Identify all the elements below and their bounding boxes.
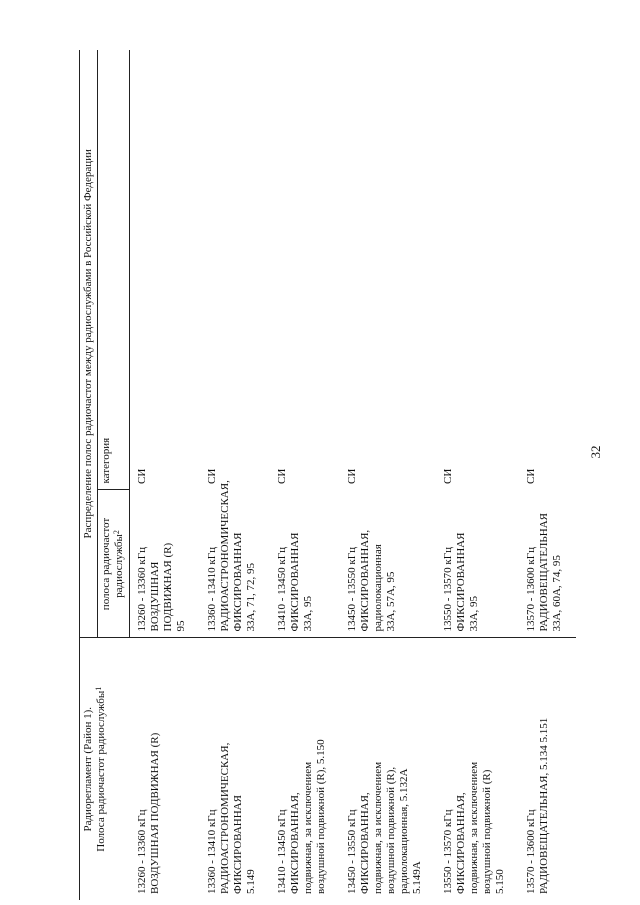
- category-value: СИ: [525, 468, 537, 484]
- cell-radio-regulations: [270, 638, 340, 900]
- cell-category: [270, 50, 340, 490]
- frequency-allocation-table-sheet: [79, 50, 619, 900]
- cell-category: [436, 50, 519, 490]
- cell-line: РАДИОАСТРОНОМИЧЕСКАЯ,: [219, 742, 231, 894]
- cell-radio-regulations: [130, 638, 201, 900]
- cell-line: 33А, 95: [302, 596, 314, 632]
- cell-radio-regulations: [519, 638, 576, 900]
- cell-line: 33А, 57А, 95: [385, 571, 397, 632]
- cell-line: подвижная, за исключением: [468, 761, 480, 894]
- cell-russian-band: [340, 490, 436, 638]
- cell-line: подвижная, за исключением: [372, 761, 384, 894]
- header-col2-footnote: 2: [112, 530, 121, 535]
- cell-line: РАДИОВЕЩАТЕЛЬНАЯ, 5.134 5.151: [538, 717, 550, 894]
- cell-line: 13450 - 13550 кГц: [346, 809, 358, 894]
- cell-line: радиолокационная, 5.132А: [398, 768, 410, 894]
- cell-line: ФИКСИРОВАННАЯ: [289, 532, 301, 632]
- cell-line: подвижная, за исключением: [302, 761, 314, 894]
- header-col2-title: Распределение полос радиочастот между радиослужбами в Российской Федерации: [82, 149, 94, 539]
- cell-line: 13450 - 13550 кГц: [346, 546, 358, 632]
- cell-line: 13550 - 13570 кГц: [442, 546, 454, 632]
- cell-line: ВОЗДУШНАЯ ПОДВИЖНАЯ (R): [149, 542, 174, 632]
- table-header: [80, 50, 130, 900]
- cell-line: 13260 - 13360 кГц: [136, 546, 148, 632]
- page-number: 32: [588, 445, 603, 459]
- table-row: [270, 50, 340, 900]
- cell-radio-regulations: [200, 638, 270, 900]
- header-radio-regulations: [80, 638, 130, 900]
- cell-line: 13260 - 13360 кГц: [135, 809, 148, 894]
- cell-line: 13410 - 13450 кГц: [276, 546, 288, 632]
- cell-russian-band: [130, 490, 201, 638]
- cell-line: ФИКСИРОВАННАЯ: [232, 532, 244, 632]
- cell-line: воздушной подвижной (R): [481, 769, 493, 894]
- table-row: [436, 50, 519, 900]
- category-value: СИ: [276, 468, 288, 484]
- header-col1-subtitle: Полоса радиочастот радиослужбы: [95, 690, 107, 852]
- category-value: СИ: [442, 468, 454, 484]
- cell-radio-regulations: [436, 638, 519, 900]
- header-col1-title: Радиорегламент (Район 1).: [82, 706, 94, 832]
- cell-line: воздушной подвижной (R),: [385, 766, 397, 894]
- header-col1-footnote: 1: [94, 686, 103, 691]
- table-body: [130, 50, 577, 900]
- category-value: СИ: [206, 468, 218, 484]
- cell-category: [200, 50, 270, 490]
- cell-line: 5.150: [494, 869, 506, 894]
- cell-line: 33А, 95: [468, 596, 480, 632]
- cell-radio-regulations: [340, 638, 436, 900]
- category-value: СИ: [346, 468, 358, 484]
- frequency-allocation-table: [79, 50, 576, 900]
- table-row: [519, 50, 576, 900]
- cell-russian-band: [436, 490, 519, 638]
- cell-line: 13360 - 13410 кГц: [206, 809, 218, 894]
- cell-category: [130, 50, 201, 490]
- cell-line: радиолокационная: [372, 544, 384, 632]
- cell-line: ВОЗДУШНАЯ ПОДВИЖНАЯ (R): [148, 732, 161, 894]
- cell-line: ФИКСИРОВАННАЯ,: [359, 792, 371, 894]
- table-row: [340, 50, 436, 900]
- cell-russian-band: [270, 490, 340, 638]
- cell-line: 33А, 60А, 74, 95: [551, 555, 563, 632]
- header-service-band: [98, 490, 130, 638]
- cell-line: ФИКСИРОВАННАЯ: [455, 532, 467, 632]
- header-col3-sub: категория: [100, 437, 112, 484]
- cell-line: 13360 - 13410 кГц: [206, 546, 218, 632]
- cell-line: 13570 - 13600 кГц: [525, 809, 537, 894]
- cell-russian-band: [519, 490, 576, 638]
- header-russian-allocation: [80, 50, 98, 638]
- cell-category: [340, 50, 436, 490]
- header-col1-subtitle-wrap: [95, 645, 108, 895]
- table-row: [200, 50, 270, 900]
- cell-russian-band: [200, 480, 270, 638]
- cell-line: РАДИОВЕЩАТЕЛЬНАЯ: [538, 513, 550, 632]
- cell-line: 5.149: [245, 869, 257, 894]
- cell-category: [519, 50, 576, 490]
- cell-line: ФИКСИРОВАННАЯ,: [359, 529, 371, 632]
- cell-line: ФИКСИРОВАННАЯ,: [289, 792, 301, 894]
- header-category: [98, 50, 130, 490]
- cell-line: ФИКСИРОВАННАЯ,: [455, 792, 467, 894]
- category-value: СИ: [136, 468, 148, 484]
- table-row: [130, 50, 201, 900]
- cell-line: 13410 - 13450 кГц: [276, 809, 288, 894]
- cell-line: РАДИОАСТРОНОМИЧЕСКАЯ,: [219, 480, 231, 632]
- cell-line: 13570 - 13600 кГц: [525, 546, 537, 632]
- cell-line: 95: [175, 620, 187, 632]
- cell-line: воздушной подвижной (R), 5.150: [315, 739, 327, 894]
- header-col2-sub: полоса радиочастот радиослужбы: [100, 517, 125, 611]
- cell-line: ФИКСИРОВАННАЯ: [232, 795, 244, 894]
- cell-line: 13550 - 13570 кГц: [442, 809, 454, 894]
- cell-line: 5.149А: [411, 861, 423, 894]
- cell-line: 33А, 71, 72, 95: [245, 563, 257, 632]
